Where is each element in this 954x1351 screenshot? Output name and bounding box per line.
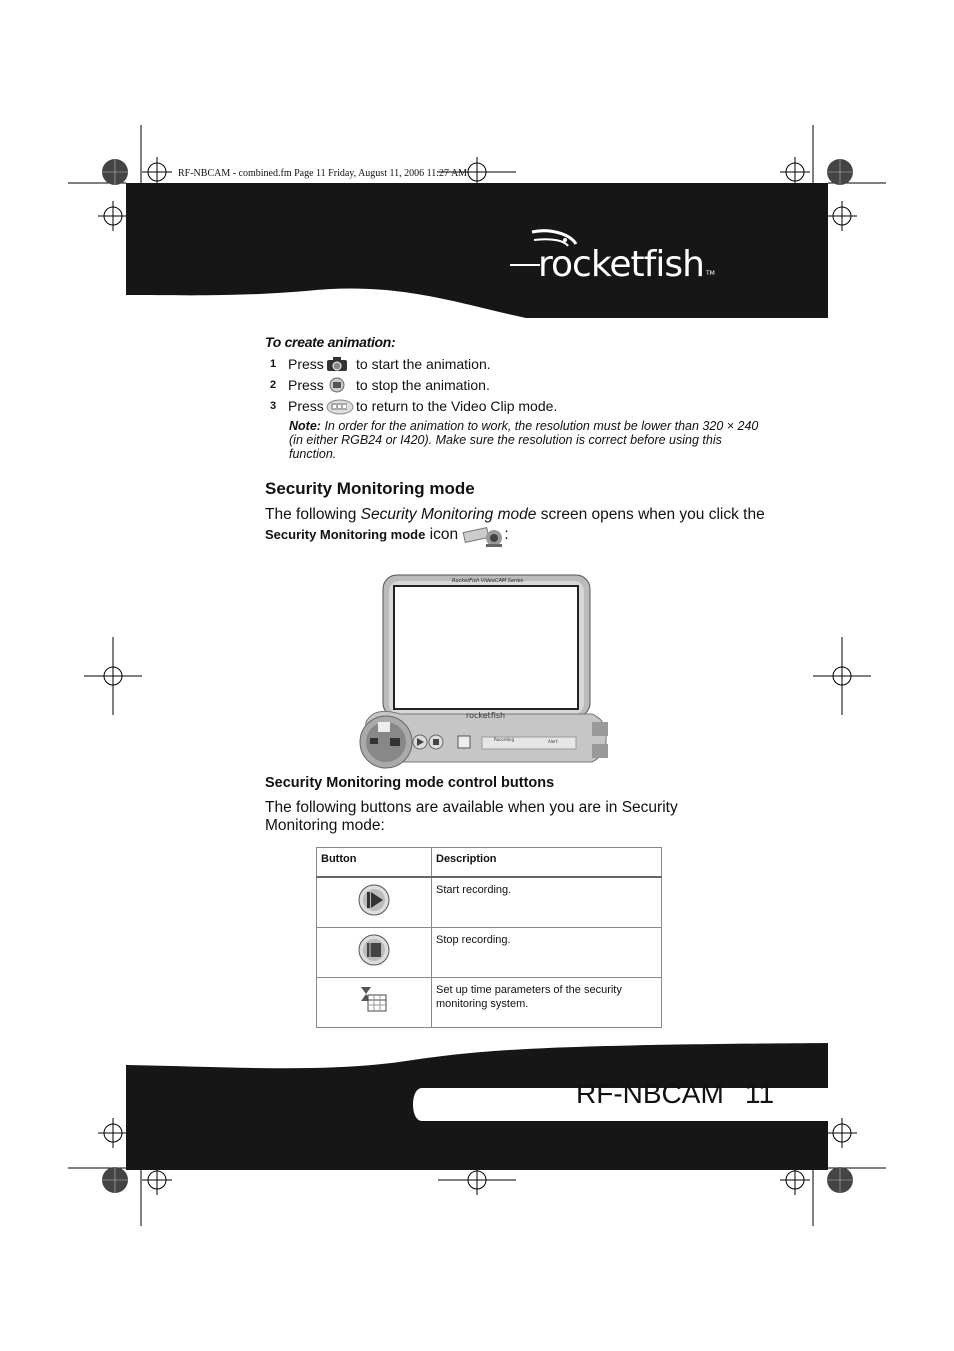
table-row [317, 927, 662, 977]
control-buttons-heading: Security Monitoring mode control buttons [265, 775, 555, 791]
step-text: to stop the animation. [356, 377, 490, 393]
security-mode-icon[interactable] [462, 524, 504, 546]
play-icon [357, 883, 391, 917]
note-label: Note: [289, 419, 321, 433]
security-mode-screenshot [356, 574, 614, 770]
footer-page-number: 11 [745, 1078, 775, 1109]
description-cell: Set up time parameters of the security monitoring system. [432, 977, 662, 1027]
intro-pre: The following [265, 506, 361, 523]
control-buttons-table [316, 847, 662, 1028]
step-press: Press [288, 377, 324, 393]
footer-model: RF-NBCAM [576, 1078, 724, 1109]
intro-end: : [504, 526, 509, 544]
button-cell [317, 977, 432, 1027]
film-icon[interactable] [326, 397, 356, 415]
column-header-button: Button [317, 848, 432, 878]
step-press: Press [288, 398, 324, 414]
step-text: to start the animation. [356, 356, 491, 372]
hourglass-calendar-icon [357, 983, 391, 1017]
button-cell [317, 927, 432, 977]
trademark-symbol: TM [706, 270, 715, 277]
screenshot-logo: rocketfish [466, 711, 506, 720]
column-header-description: Description [432, 848, 662, 878]
screenshot-recording-field: Recording [494, 737, 515, 742]
intro-post: icon [425, 526, 459, 544]
intro-em: Security Monitoring mode [360, 506, 537, 523]
control-buttons-intro: The following buttons are available when you are in Security Monitoring mode: [265, 799, 678, 834]
screenshot-frame [356, 574, 614, 770]
step-press: Press [288, 356, 324, 372]
logo-text: rocketfish [538, 244, 704, 285]
button-cell [317, 877, 432, 927]
animation-note [289, 419, 759, 461]
camera-icon[interactable] [326, 355, 356, 373]
stop-icon[interactable] [326, 376, 356, 394]
animation-step-3 [270, 396, 557, 416]
security-heading: Security Monitoring mode [265, 479, 475, 498]
step-number: 1 [270, 358, 277, 370]
note-text: In order for the animation to work, the resolution must be lower than 320 × 240 (in either RGB24 or I420). Make sure the resolution is correct before using this function. [289, 419, 759, 461]
animation-heading: To create animation: [265, 334, 396, 350]
animation-step-2 [270, 375, 490, 395]
step-number: 3 [270, 400, 277, 412]
table-row [317, 977, 662, 1027]
intro-mid: screen opens when you click the [536, 506, 765, 523]
step-number: 2 [270, 379, 277, 391]
screenshot-title: RocketFish VideoCAM Series [452, 578, 524, 584]
intro-bold: Security Monitoring mode [265, 527, 426, 543]
animation-step-1 [270, 354, 491, 374]
table-row [317, 877, 662, 927]
security-intro [265, 506, 775, 546]
top-banner [126, 183, 828, 318]
step-text: to return to the Video Clip mode. [356, 398, 558, 414]
file-info-header: RF-NBCAM - combined.fm Page 11 Friday, August 11, 2006 11:27 AM [178, 168, 468, 179]
stop-icon [357, 933, 391, 967]
description-cell: Start recording. [432, 877, 662, 927]
rocketfish-logo [510, 226, 720, 292]
table-header-row [317, 848, 662, 878]
description-cell: Stop recording. [432, 927, 662, 977]
screenshot-alert-field: Alert [548, 739, 558, 744]
